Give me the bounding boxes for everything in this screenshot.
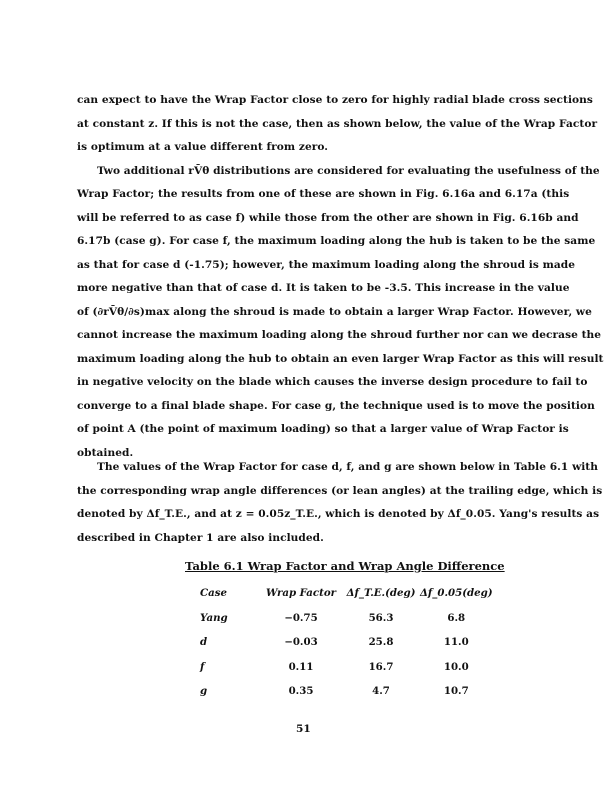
text-line: denoted by Δf_T.E., and at z = 0.05z_T.E., which is denoted by Δf_0.05. Yang's results as [77,508,600,520]
table-row [200,630,493,655]
text-line: described in Chapter 1 are also included. [77,531,324,544]
table-cell: g [200,685,208,698]
text-line: is optimum at a value different from zero. [77,141,329,153]
table-cell: 4.7 [372,685,390,698]
table-title: Table 6.1 Wrap Factor and Wrap Angle Difference [185,559,505,573]
text-line: of point A (the point of maximum loading) so that a larger value of Wrap Factor is [77,423,569,435]
table-cell: 10.0 [443,660,469,673]
table-cell: 16.7 [368,660,394,673]
table-cell: −0.75 [284,611,318,624]
table-cell: 6.8 [447,611,466,624]
table-cell: 0.35 [288,685,314,698]
header-wrap-factor: Wrap Factor [266,587,336,600]
table-header-row [200,581,493,606]
table-cell: d [200,636,208,649]
text-line: will be referred to as case f) while those from the other are shown in Fig. 6.16b and [77,212,579,224]
text-line: in negative velocity on the blade which causes the inverse design procedure to fail to [77,376,588,388]
table-cell: 11.0 [443,636,469,649]
text-line: of (∂rV̄θ/∂s)max along the shroud is made to obtain a larger Wrap Factor. However, we [77,306,592,318]
text-line: as that for case d (-1.75); however, the maximum loading along the shroud is made [77,259,576,271]
text-line: more negative than that of case d. It is taken to be -3.5. This increase in the value [77,282,570,294]
table-cell: −0.03 [284,636,318,649]
header-delta-f005: Δf_0.05(deg) [420,587,493,600]
table-row [200,606,493,631]
table-cell: 0.11 [288,660,314,673]
table-cell: Yang [200,611,228,624]
text-line: obtained. [77,447,134,459]
text-line: The values of the Wrap Factor for case d, f, and g are shown below in Table 6.1 with [97,461,599,473]
table-cell: 10.7 [443,685,469,698]
table-cell: 56.3 [368,611,394,624]
text-line: at constant z. If this is not the case, then as shown below, the value of the Wrap Factor [77,118,598,130]
table-row [200,679,493,704]
text-line: converge to a final blade shape. For case g, the technique used is to move the position [77,400,595,412]
header-case: Case [200,587,227,600]
text-line: cannot increase the maximum loading along the shroud further nor can we decrase the [77,329,602,341]
text-line: Two additional rV̄θ distributions are considered for evaluating the usefulness of the [97,165,600,177]
text-line: maximum loading along the hub to obtain an even larger Wrap Factor as this will result [77,353,604,365]
text-line: 6.17b (case g). For case f, the maximum loading along the hub is taken to be the same [77,235,596,247]
text-line: the corresponding wrap angle differences (or lean angles) at the trailing edge, which is [77,484,603,497]
header-delta-fte: Δf_T.E.(deg) [346,587,416,600]
text-line: can expect to have the Wrap Factor close to zero for highly radial blade cross sections [77,94,593,106]
page-number: 51 [296,723,311,735]
wrap-factor-table [200,581,493,704]
table-row [200,655,493,680]
text-line: Wrap Factor; the results from one of these are shown in Fig. 6.16a and 6.17a (this [77,188,570,200]
table-cell: 25.8 [368,636,394,649]
table-cell: f [200,660,205,673]
